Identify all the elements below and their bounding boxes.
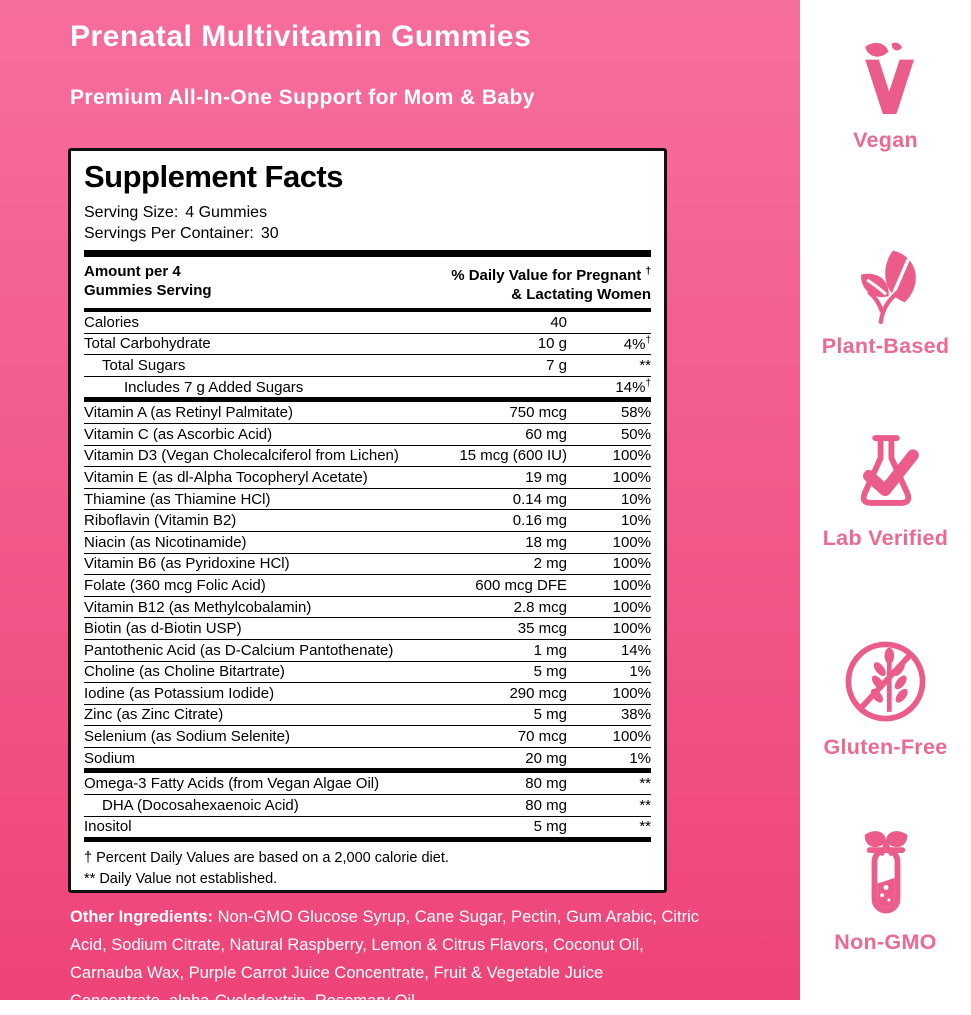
table-row — [84, 532, 651, 554]
table-row — [84, 334, 651, 356]
serving-size-line — [84, 202, 651, 223]
row-dv: 100% — [612, 555, 651, 573]
row-dv: 10% — [620, 490, 651, 508]
row-name: Vitamin B6 (as Pyridoxine HCl) — [84, 555, 290, 573]
row-dv: 50% — [620, 425, 651, 443]
daily-value-column-header: % Daily Value for Pregnant † & Lactating Women — [451, 266, 651, 303]
badge-lab-verified — [800, 430, 971, 551]
badge-label: Non-GMO — [834, 930, 937, 954]
row-dv: 100% — [612, 598, 651, 616]
table-row — [84, 748, 651, 774]
row-name: Riboflavin (Vitamin B2) — [84, 512, 237, 530]
servings-per-container-line — [84, 223, 651, 244]
row-name: Biotin (as d-Biotin USP) — [84, 620, 242, 638]
row-amount: 60 mg — [525, 425, 567, 443]
table-row — [84, 510, 651, 532]
table-row — [84, 554, 651, 576]
row-name: Vitamin B12 (as Methylcobalamin) — [84, 598, 312, 616]
gluten-free-icon — [838, 634, 933, 729]
row-name: Vitamin A (as Retinyl Palmitate) — [84, 404, 293, 422]
row-name: Calories — [84, 313, 140, 331]
lab-verified-icon — [841, 430, 931, 520]
footnotes — [84, 848, 651, 890]
row-name: Sodium — [84, 749, 135, 767]
row-dv: 100% — [612, 468, 651, 486]
badge-label: Gluten-Free — [823, 735, 948, 759]
row-amount: 600 mcg DFE — [475, 576, 567, 594]
row-amount: 0.16 mg — [512, 512, 567, 530]
table-row — [84, 355, 651, 377]
row-amount: 20 mg — [525, 749, 567, 767]
other-ingredients — [70, 903, 702, 1015]
supplement-facts-title: Supplement Facts — [84, 159, 343, 194]
row-dv: 4%† — [623, 334, 651, 353]
row-amount: 750 mcg — [509, 404, 567, 422]
row-dv: 14%† — [615, 378, 651, 397]
supplement-facts-panel — [68, 148, 667, 893]
row-name: Selenium (as Sodium Selenite) — [84, 728, 290, 746]
table-row — [84, 597, 651, 619]
row-amount: 80 mg — [525, 775, 567, 793]
row-dv: 38% — [620, 706, 651, 724]
table-row — [84, 662, 651, 684]
badge-gluten-free — [800, 634, 971, 760]
row-dv: 1% — [629, 749, 651, 767]
row-dv: 14% — [620, 641, 651, 659]
table-row — [84, 640, 651, 662]
row-amount: 80 mg — [525, 796, 567, 814]
row-dv: 58% — [620, 404, 651, 422]
row-amount: 0.14 mg — [512, 490, 567, 508]
servings-value: 30 — [260, 225, 279, 242]
row-name: Includes 7 g Added Sugars — [124, 378, 304, 396]
footnote-daily-values: † Percent Daily Values are based on a 2,000 calorie diet. — [84, 850, 449, 867]
row-dv: ** — [639, 356, 651, 374]
table-row — [84, 424, 651, 446]
badge-vegan — [800, 42, 971, 153]
table-row — [84, 705, 651, 727]
row-name: Vitamin C (as Ascorbic Acid) — [84, 425, 273, 443]
row-dv: 1% — [629, 663, 651, 681]
facts-rows — [84, 312, 651, 842]
product-subtitle: Premium All-In-One Support for Mom & Baby — [70, 86, 535, 109]
row-dv: 100% — [612, 728, 651, 746]
row-name: Iodine (as Potassium Iodide) — [84, 684, 275, 702]
row-name: Vitamin D3 (Vegan Cholecalciferol from Lichen) — [84, 447, 399, 465]
row-name: Total Sugars — [102, 356, 186, 374]
row-amount: 10 g — [537, 335, 567, 353]
row-amount: 18 mg — [525, 533, 567, 551]
table-row — [84, 446, 651, 468]
badge-column — [800, 0, 971, 1000]
row-name: Niacin (as Nicotinamide) — [84, 533, 247, 551]
table-row — [84, 467, 651, 489]
badge-label: Lab Verified — [822, 526, 949, 550]
table-row — [84, 795, 651, 817]
row-name: Omega-3 Fatty Acids (from Vegan Algae Oil) — [84, 775, 380, 793]
row-name: DHA (Docosahexaenoic Acid) — [102, 796, 299, 814]
row-name: Folate (360 mcg Folic Acid) — [84, 576, 266, 594]
row-amount: 290 mcg — [509, 684, 567, 702]
row-dv: 10% — [620, 512, 651, 530]
serving-size-label: Serving Size: — [84, 204, 179, 221]
table-row — [84, 402, 651, 424]
row-amount: 7 g — [546, 356, 567, 374]
row-dv: 100% — [612, 533, 651, 551]
row-amount: 70 mcg — [517, 728, 567, 746]
badge-label: Plant-Based — [821, 334, 950, 358]
product-title: Prenatal Multivitamin Gummies — [70, 20, 532, 53]
table-row — [84, 489, 651, 511]
row-name: Inositol — [84, 818, 132, 836]
row-name: Zinc (as Zinc Citrate) — [84, 706, 224, 724]
row-amount: 15 mcg (600 IU) — [459, 447, 567, 465]
row-dv: ** — [639, 796, 651, 814]
row-amount: 2.8 mcg — [513, 598, 567, 616]
row-dv: 100% — [612, 576, 651, 594]
row-name: Total Carbohydrate — [84, 335, 211, 353]
row-amount: 1 mg — [533, 641, 567, 659]
row-dv: 100% — [612, 684, 651, 702]
row-amount: 5 mg — [533, 663, 567, 681]
badge-plant-based — [800, 242, 971, 359]
row-amount: 5 mg — [533, 706, 567, 724]
other-ingredients-label: Other Ingredients: — [70, 908, 214, 926]
table-row — [84, 817, 651, 843]
amount-column-header: Amount per 4 Gummies Serving — [84, 263, 212, 299]
non-gmo-icon — [838, 828, 934, 924]
table-row — [84, 773, 651, 795]
row-name: Pantothenic Acid (as D-Calcium Pantothenate) — [84, 641, 394, 659]
column-header-row — [84, 257, 651, 308]
row-name: Thiamine (as Thiamine HCl) — [84, 490, 271, 508]
row-amount: 40 — [550, 313, 567, 331]
divider-thick — [84, 250, 651, 257]
badge-non-gmo — [800, 828, 971, 955]
table-row — [84, 377, 651, 403]
row-name: Vitamin E (as dl-Alpha Tocopheryl Acetate) — [84, 468, 368, 486]
servings-label: Servings Per Container: — [84, 225, 254, 242]
vegan-icon — [845, 42, 927, 122]
footnote-not-established: ** Daily Value not established. — [84, 871, 278, 888]
row-dv: 100% — [612, 447, 651, 465]
row-name: Choline (as Choline Bitartrate) — [84, 663, 285, 681]
badge-label: Vegan — [853, 128, 918, 152]
row-dv: 100% — [612, 620, 651, 638]
row-amount: 19 mg — [525, 468, 567, 486]
row-dv: ** — [639, 775, 651, 793]
plant-based-icon — [843, 242, 929, 328]
table-row — [84, 575, 651, 597]
table-row — [84, 312, 651, 334]
table-row — [84, 618, 651, 640]
other-ingredients-text: Non-GMO Glucose Syrup, Cane Sugar, Pectin, Gum Arabic, Citric Acid, Sodium Citrate, Natural Raspberry, Lemon & Citrus Flavors, Coconut Oil, Carnauba Wax, Purple Carrot Juice Concentrate, Fruit & Vegetable Juice Concentrate, alpha-Cyclodextrin, Rosemary Oil. — [70, 908, 700, 1010]
table-row — [84, 683, 651, 705]
row-amount: 35 mcg — [517, 620, 567, 638]
row-amount: 5 mg — [533, 818, 567, 836]
row-amount: 2 mg — [533, 555, 567, 573]
serving-size-value: 4 Gummies — [185, 204, 268, 221]
table-row — [84, 726, 651, 748]
row-dv: ** — [639, 818, 651, 836]
